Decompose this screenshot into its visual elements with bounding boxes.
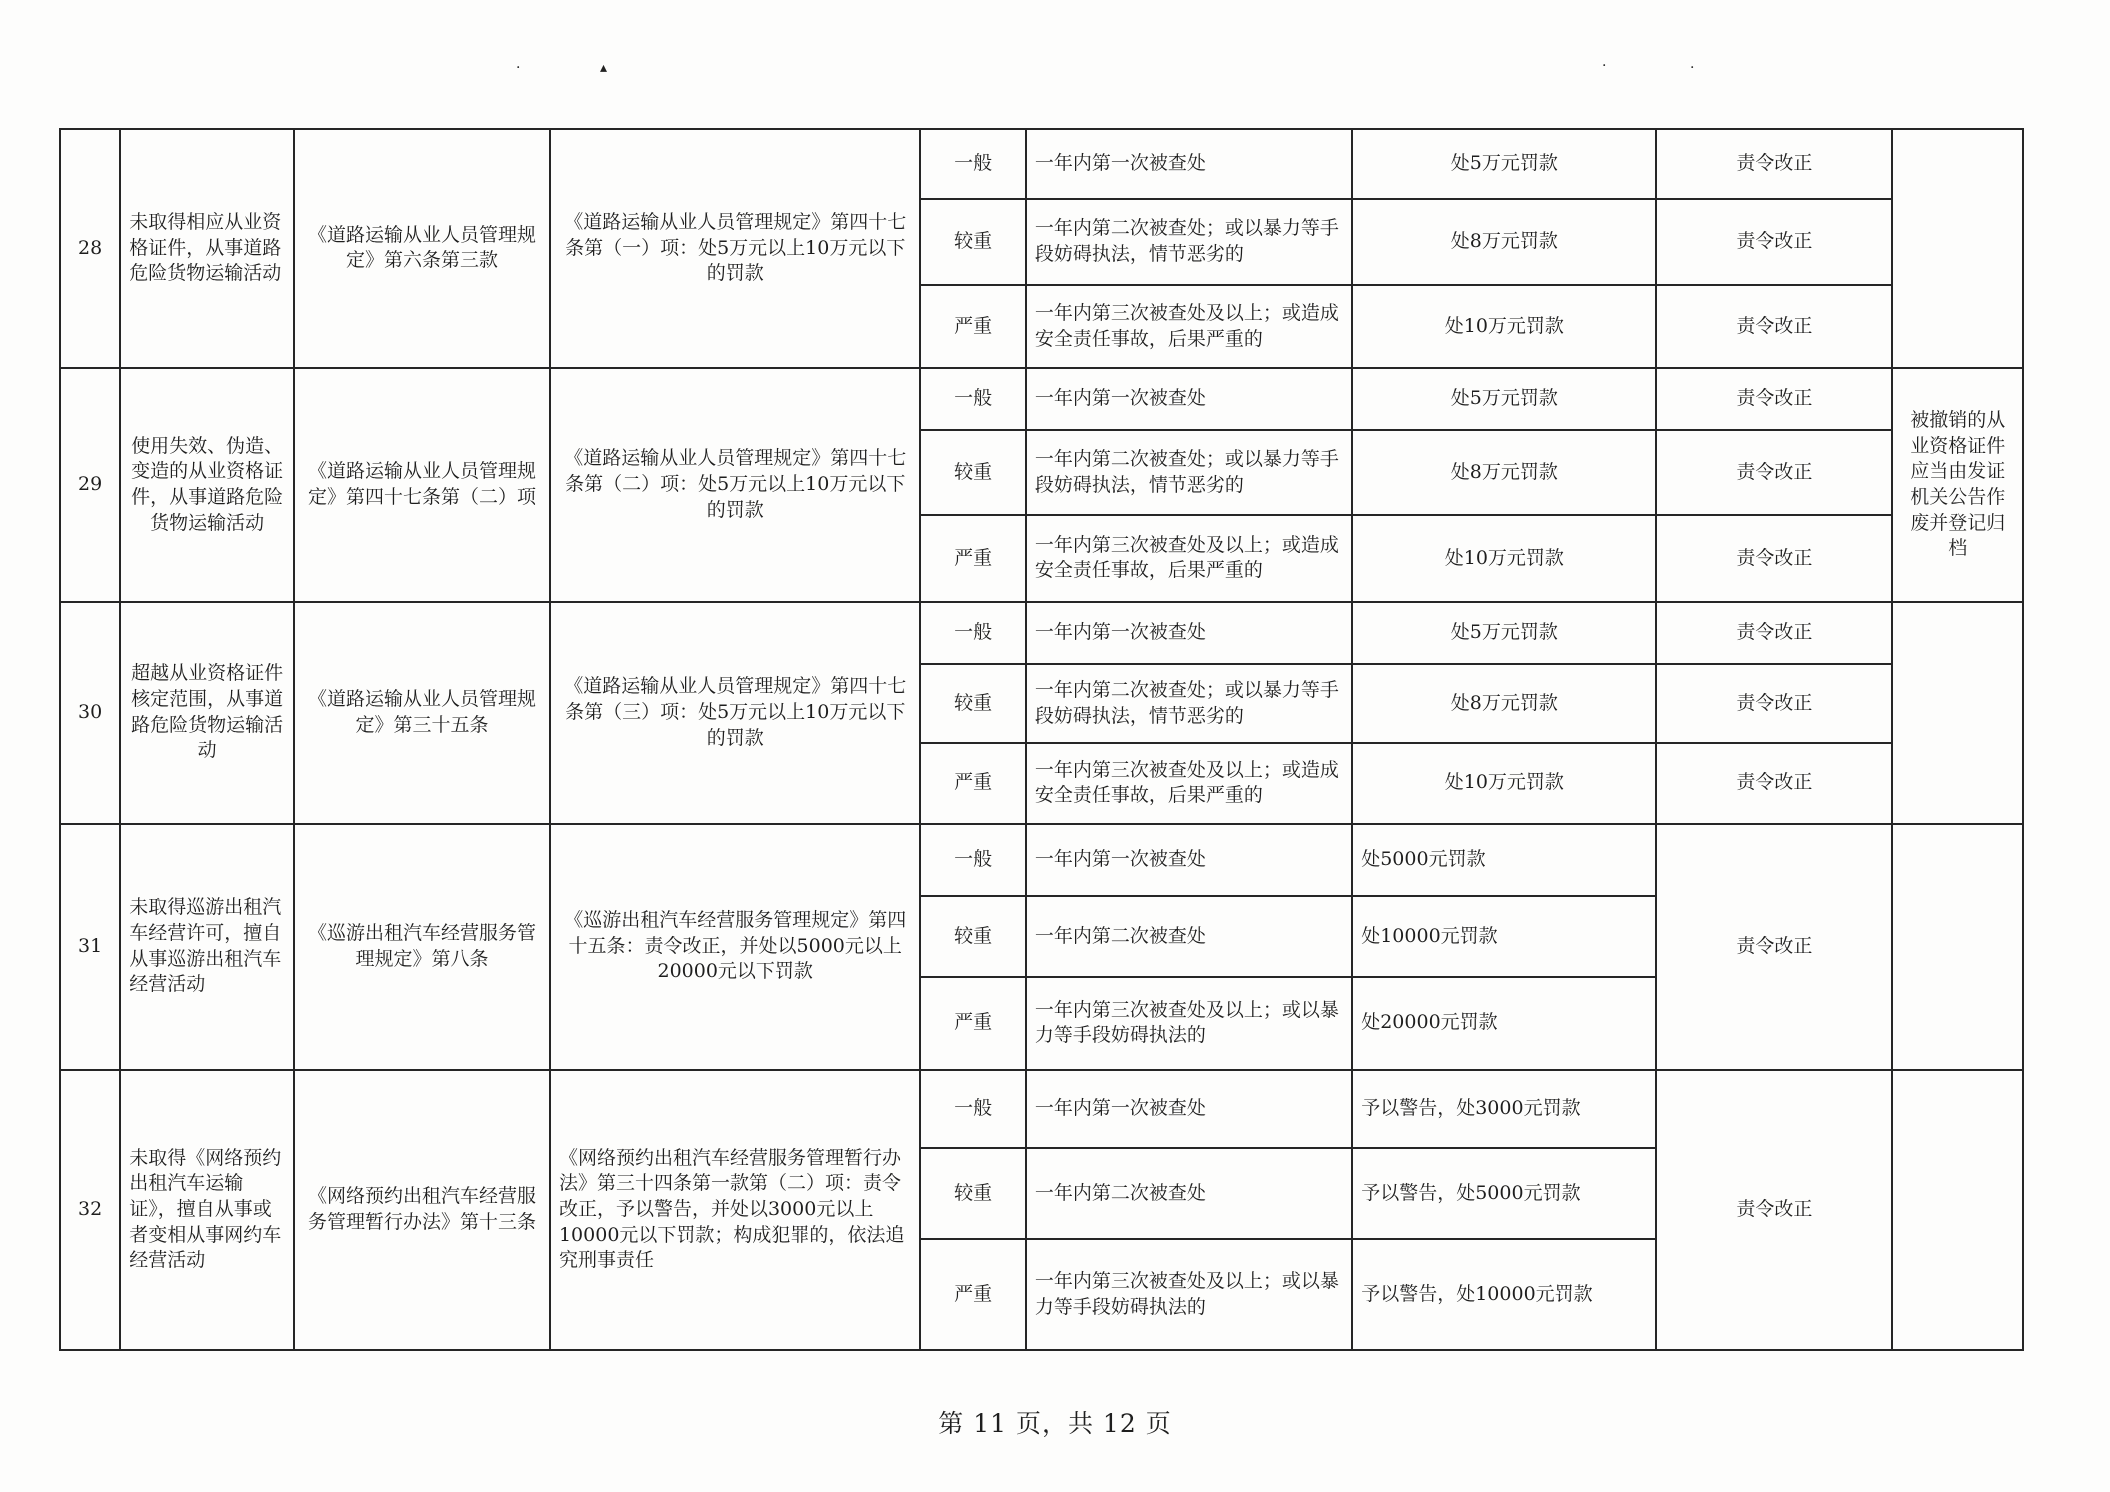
fine-standard: 处10万元罚款 <box>1352 743 1656 824</box>
penalty-basis: 《巡游出租汽车经营服务管理规定》第四十五条：责令改正，并处以5000元以上20000元以下罚款 <box>550 824 921 1070</box>
severity-level: 较重 <box>920 664 1025 743</box>
scan-mark: ▴ <box>600 60 608 76</box>
item-number: 30 <box>60 602 120 824</box>
table-row <box>60 824 2023 897</box>
fine-standard: 处20000元罚款 <box>1352 977 1656 1070</box>
fine-standard: 处5万元罚款 <box>1352 602 1656 665</box>
scan-mark: · <box>1690 60 1695 76</box>
legal-basis: 《道路运输从业人员管理规定》第三十五条 <box>294 602 550 824</box>
remark-note: 被撤销的从业资格证件应当由发证机关公告作废并登记归档 <box>1892 368 2023 602</box>
circumstance: 一年内第一次被查处 <box>1026 602 1352 665</box>
circumstance: 一年内第一次被查处 <box>1026 824 1352 897</box>
corrective-order: 责令改正 <box>1656 430 1892 515</box>
severity-level: 一般 <box>920 824 1025 897</box>
circumstance: 一年内第二次被查处 <box>1026 896 1352 977</box>
table-row <box>60 602 2023 665</box>
remark-cell <box>1892 824 2023 1070</box>
circumstance: 一年内第一次被查处 <box>1026 1070 1352 1149</box>
severity-level: 一般 <box>920 368 1025 431</box>
table-row <box>60 368 2023 431</box>
circumstance: 一年内第二次被查处；或以暴力等手段妨碍执法，情节恶劣的 <box>1026 430 1352 515</box>
fine-standard: 处10万元罚款 <box>1352 285 1656 368</box>
fine-standard: 予以警告，处10000元罚款 <box>1352 1239 1656 1350</box>
severity-level: 严重 <box>920 1239 1025 1350</box>
legal-basis: 《道路运输从业人员管理规定》第四十七条第（二）项 <box>294 368 550 602</box>
severity-level: 较重 <box>920 199 1025 286</box>
severity-level: 一般 <box>920 129 1025 199</box>
scan-mark: · <box>1602 58 1607 74</box>
legal-basis: 《巡游出租汽车经营服务管理规定》第八条 <box>294 824 550 1070</box>
severity-level: 严重 <box>920 515 1025 602</box>
item-number: 28 <box>60 129 120 368</box>
severity-level: 一般 <box>920 602 1025 665</box>
violation-act: 未取得相应从业资格证件，从事道路危险货物运输活动 <box>120 129 294 368</box>
scan-mark: · <box>516 60 521 76</box>
circumstance: 一年内第一次被查处 <box>1026 129 1352 199</box>
fine-standard: 予以警告，处5000元罚款 <box>1352 1148 1656 1239</box>
fine-standard: 处10万元罚款 <box>1352 515 1656 602</box>
severity-level: 较重 <box>920 430 1025 515</box>
corrective-order: 责令改正 <box>1656 1070 1892 1350</box>
table-row <box>60 129 2023 199</box>
circumstance: 一年内第三次被查处及以上；或造成安全责任事故，后果严重的 <box>1026 515 1352 602</box>
corrective-order: 责令改正 <box>1656 824 1892 1070</box>
legal-basis: 《网络预约出租汽车经营服务管理暂行办法》第十三条 <box>294 1070 550 1350</box>
circumstance: 一年内第二次被查处 <box>1026 1148 1352 1239</box>
corrective-order: 责令改正 <box>1656 285 1892 368</box>
remark-cell <box>1892 129 2023 368</box>
severity-level: 一般 <box>920 1070 1025 1149</box>
corrective-order: 责令改正 <box>1656 368 1892 431</box>
violation-act: 超越从业资格证件核定范围，从事道路危险货物运输活动 <box>120 602 294 824</box>
violation-act: 未取得巡游出租汽车经营许可，擅自从事巡游出租汽车经营活动 <box>120 824 294 1070</box>
penalty-basis: 《道路运输从业人员管理规定》第四十七条第（三）项：处5万元以上10万元以下的罚款 <box>550 602 921 824</box>
remark-cell <box>1892 602 2023 824</box>
circumstance: 一年内第三次被查处及以上；或以暴力等手段妨碍执法的 <box>1026 1239 1352 1350</box>
penalty-basis: 《道路运输从业人员管理规定》第四十七条第（二）项：处5万元以上10万元以下的罚款 <box>550 368 921 602</box>
penalty-basis: 《网络预约出租汽车经营服务管理暂行办法》第三十四条第一款第（二）项：责令改正，予以警告，并处以3000元以上10000元以下罚款；构成犯罪的，依法追究刑事责任 <box>550 1070 921 1350</box>
circumstance: 一年内第三次被查处及以上；或造成安全责任事故，后果严重的 <box>1026 743 1352 824</box>
item-number: 32 <box>60 1070 120 1350</box>
item-number: 31 <box>60 824 120 1070</box>
fine-standard: 处10000元罚款 <box>1352 896 1656 977</box>
fine-standard: 处8万元罚款 <box>1352 664 1656 743</box>
circumstance: 一年内第三次被查处及以上；或造成安全责任事故，后果严重的 <box>1026 285 1352 368</box>
fine-standard: 处5万元罚款 <box>1352 368 1656 431</box>
corrective-order: 责令改正 <box>1656 129 1892 199</box>
penalty-standard-table <box>59 128 2024 1351</box>
fine-standard: 处5000元罚款 <box>1352 824 1656 897</box>
corrective-order: 责令改正 <box>1656 515 1892 602</box>
corrective-order: 责令改正 <box>1656 199 1892 286</box>
page-number-footer: 第 11 页，共 12 页 <box>938 1409 1172 1438</box>
severity-level: 严重 <box>920 743 1025 824</box>
table-row <box>60 1070 2023 1149</box>
violation-act: 未取得《网络预约出租汽车运输证》，擅自从事或者变相从事网约车经营活动 <box>120 1070 294 1350</box>
fine-standard: 予以警告，处3000元罚款 <box>1352 1070 1656 1149</box>
corrective-order: 责令改正 <box>1656 743 1892 824</box>
corrective-order: 责令改正 <box>1656 664 1892 743</box>
legal-basis: 《道路运输从业人员管理规定》第六条第三款 <box>294 129 550 368</box>
violation-act: 使用失效、伪造、变造的从业资格证件，从事道路危险货物运输活动 <box>120 368 294 602</box>
severity-level: 严重 <box>920 977 1025 1070</box>
circumstance: 一年内第二次被查处；或以暴力等手段妨碍执法，情节恶劣的 <box>1026 664 1352 743</box>
circumstance: 一年内第二次被查处；或以暴力等手段妨碍执法，情节恶劣的 <box>1026 199 1352 286</box>
penalty-basis: 《道路运输从业人员管理规定》第四十七条第（一）项：处5万元以上10万元以下的罚款 <box>550 129 921 368</box>
fine-standard: 处8万元罚款 <box>1352 430 1656 515</box>
fine-standard: 处8万元罚款 <box>1352 199 1656 286</box>
severity-level: 严重 <box>920 285 1025 368</box>
item-number: 29 <box>60 368 120 602</box>
severity-level: 较重 <box>920 1148 1025 1239</box>
circumstance: 一年内第三次被查处及以上；或以暴力等手段妨碍执法的 <box>1026 977 1352 1070</box>
remark-cell <box>1892 1070 2023 1350</box>
corrective-order: 责令改正 <box>1656 602 1892 665</box>
circumstance: 一年内第一次被查处 <box>1026 368 1352 431</box>
severity-level: 较重 <box>920 896 1025 977</box>
fine-standard: 处5万元罚款 <box>1352 129 1656 199</box>
